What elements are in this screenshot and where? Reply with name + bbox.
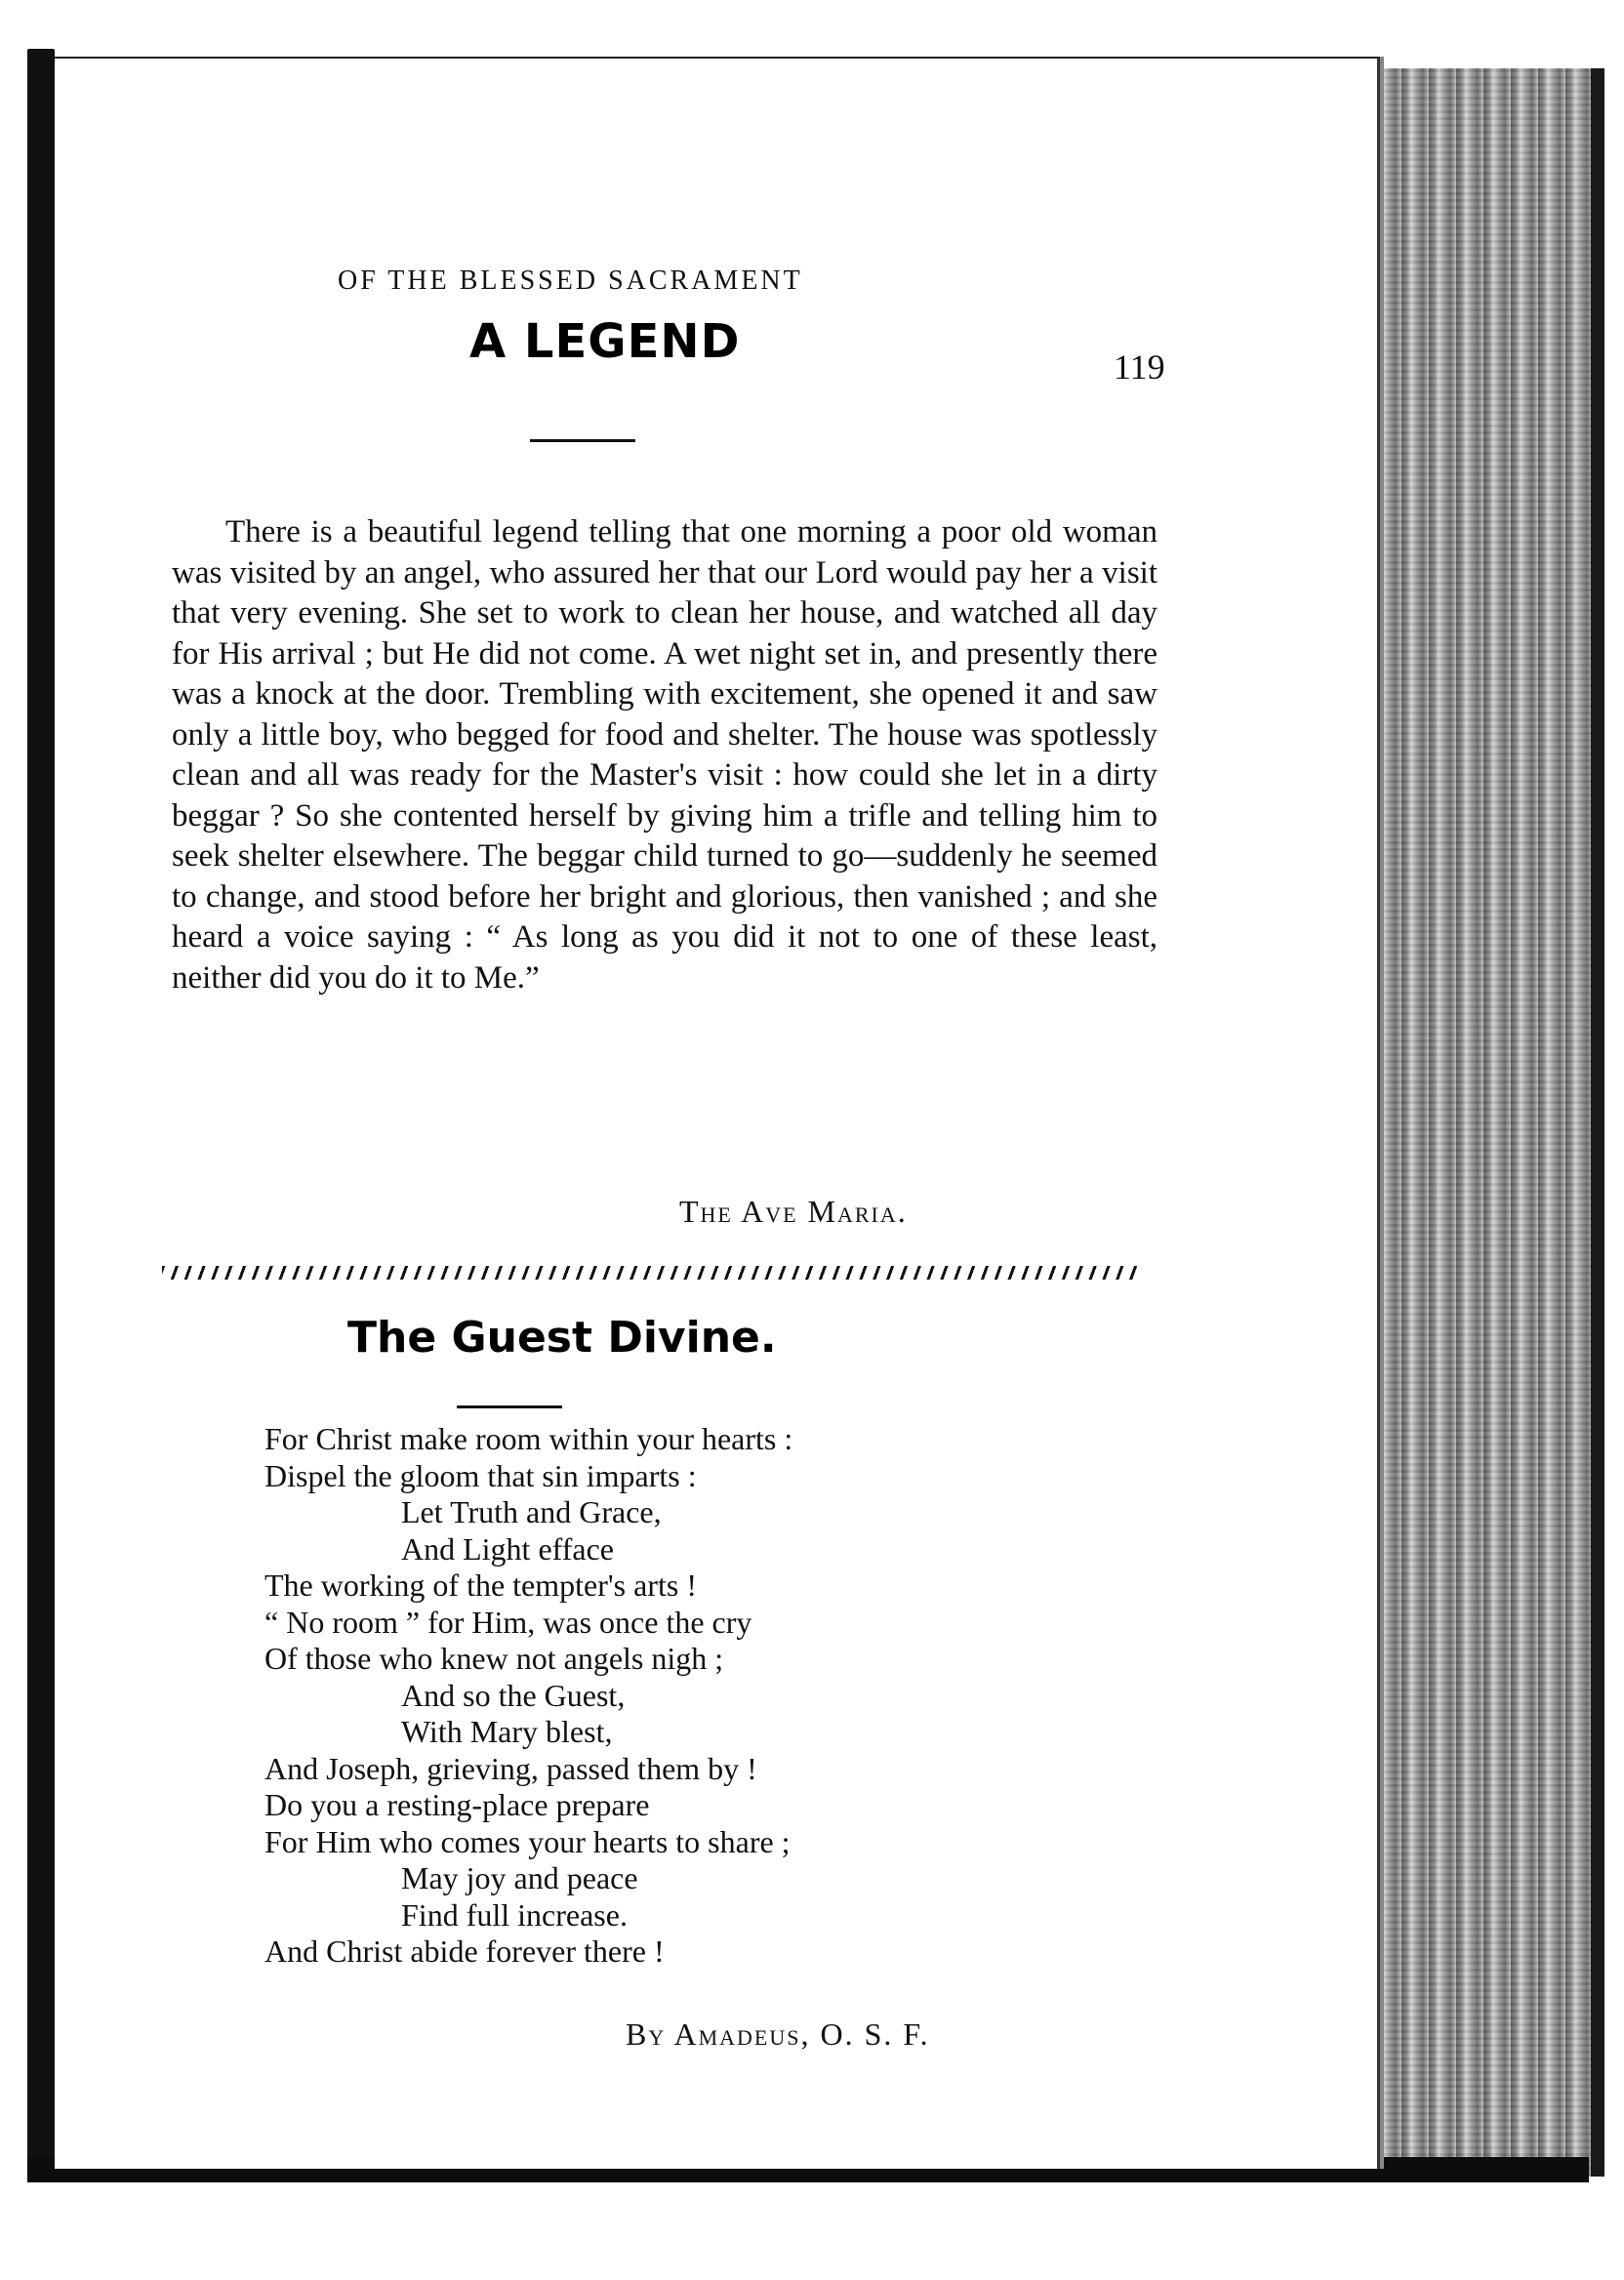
poem-line: And Christ abide forever there ! bbox=[264, 1934, 665, 1969]
poem-attribution: By Amadeus, O. S. F. bbox=[626, 2016, 930, 2052]
title-rule bbox=[530, 439, 635, 442]
section-divider bbox=[162, 1266, 1138, 1280]
book-spine-shadow bbox=[27, 49, 55, 2177]
legend-title: A LEGEND bbox=[469, 314, 741, 369]
page-content bbox=[152, 59, 1177, 2169]
poem-line: For Him who comes your hearts to share ; bbox=[264, 1823, 791, 1859]
book-page bbox=[55, 57, 1380, 2169]
poem-line: Let Truth and Grace, bbox=[401, 1494, 662, 1529]
poem-line: Of those who knew not angels nigh ; bbox=[264, 1641, 724, 1676]
page-number: 119 bbox=[1114, 347, 1165, 387]
poem-line: And so the Guest, bbox=[401, 1677, 626, 1713]
poem-line: With Mary blest, bbox=[401, 1714, 613, 1749]
running-head: OF THE BLESSED SACRAMENT bbox=[338, 265, 803, 296]
poem bbox=[264, 1421, 792, 1971]
poem-line: May joy and peace bbox=[401, 1860, 638, 1895]
poem-line: Find full increase. bbox=[401, 1896, 628, 1933]
legend-text: There is a beautiful legend telling that one morning a poor old woman was visited by an angel, who assured her that our Lord would pay her a visit that very evening. She set to work to clean her house, and watched all day for His arrival ; but He did not come. A wet night set in, and presently there was a knock at the door. Trembling with excitement, she opened it and saw only a little boy, who begged for food and shelter. The house was spotlessly clean and all was ready for the Master's visit : how could she let in a dirty beggar ? So she contented herself by giving him a trifle and telling him to seek shelter elsewhere. The beggar child turned to go—suddenly he seemed to change, and stood before her bright and glorious, then vanished ; and she heard a voice saying : “ As long as you did it not to one of these least, neither did you do it to Me.” bbox=[172, 514, 1157, 996]
page-edges bbox=[1347, 68, 1604, 2177]
title-rule bbox=[457, 1405, 562, 1408]
poem-line: “ No room ” for Him, was once the cry bbox=[264, 1604, 752, 1640]
poem-title: The Guest Divine. bbox=[347, 1313, 777, 1363]
legend-attribution: The Ave Maria. bbox=[679, 1194, 908, 1229]
poem-line: And Light efface bbox=[401, 1530, 614, 1567]
poem-line: The working of the tempter's arts ! bbox=[264, 1568, 697, 1603]
poem-line: Dispel the gloom that sin imparts : bbox=[264, 1457, 697, 1493]
poem-line: Do you a resting-place prepare bbox=[264, 1787, 650, 1822]
poem-line: And Joseph, grieving, passed them by ! bbox=[264, 1750, 757, 1786]
poem-line: For Christ make room within your hearts : bbox=[264, 1421, 793, 1456]
